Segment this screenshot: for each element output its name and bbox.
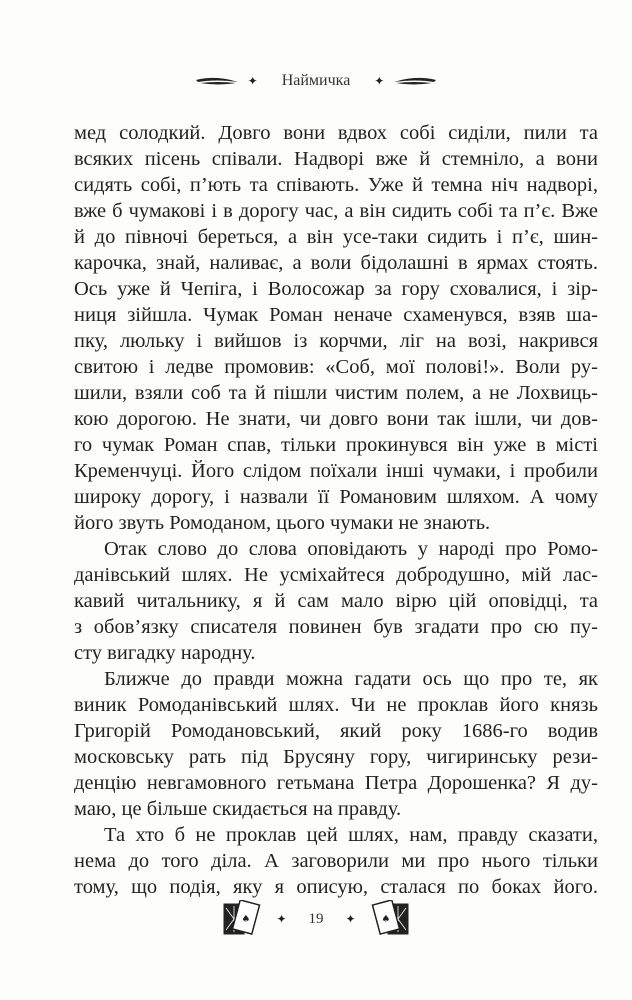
text-line: сту вигадку народну. (74, 642, 256, 664)
text-line: маю, це більше скидається на правду. (74, 798, 402, 820)
svg-text:♠: ♠ (381, 914, 391, 925)
text-line: кою дорогою. Не знати, чи довго вони так ішли, чи дов- (74, 408, 598, 430)
text-line: пку, люльку і вийшов із корчми, ліг на возі, накрився (74, 330, 598, 352)
text-line: московську рать під Брусяну гору, чигиринську рези- (74, 746, 598, 768)
text-line: виник Ромоданівський шлях. Чи не проклав його князь (74, 694, 598, 716)
text-line: Кременчуці. Його слідом поїхали інші чумаки, і пробили (74, 460, 598, 482)
svg-text:♠: ♠ (241, 914, 251, 925)
star-ornament-icon: ✦ (276, 912, 287, 926)
text-line: нема до того діла. А заговорили ми про нього тільки (74, 850, 598, 872)
star-ornament-icon: ✦ (247, 74, 258, 88)
text-line: шили, взяли соб та й пішли чистим полем, а не Лохвиць- (74, 382, 598, 404)
page-number: 19 (308, 910, 324, 927)
text-line: вже б чумакові і в дорогу час, а він сидить собі та п’є. Вже (74, 200, 598, 222)
text-line: Ось уже й Чепіга, і Волосожар за гору сховалися, і зір- (74, 278, 598, 300)
leaf-ornament-icon (196, 76, 238, 86)
playing-cards-left-icon (222, 900, 262, 938)
page-footer (0, 900, 632, 938)
running-title: Наймичка (281, 72, 351, 89)
text-line: свитою і ледве промовив: «Соб, мої полові!». Воли ру- (74, 356, 598, 378)
text-line: тому, що подія, яку я описую, сталася по боках його. (74, 876, 598, 898)
star-ornament-icon: ✦ (345, 912, 356, 926)
text-line: ниця зійшла. Чумак Роман неначе схаменувся, взяв ша- (74, 304, 598, 326)
text-line: денцію невгамовного гетьмана Петра Дорошенка? Я ду- (74, 772, 598, 794)
text-line: Ближче до правди можна гадати ось що про те, як (104, 668, 598, 690)
text-line: сидять собі, п’ють та співають. Уже й темна ніч надворі, (74, 174, 598, 196)
text-line: Григорій Ромодановський, який року 1686-го водив (74, 720, 598, 742)
playing-cards-right-icon (370, 900, 410, 938)
text-line: всяких пісень співали. Надворі вже й стемніло, а вони (74, 148, 598, 170)
text-line: карочка, знай, наливає, а воли бідолашні в ярмах стоять. (74, 252, 598, 274)
running-header (0, 72, 632, 90)
text-line: широку дорогу, і назвали її Романовим шляхом. А чому (74, 486, 598, 508)
text-line: Та хто б не проклав цей шлях, нам, правду сказати, (104, 824, 598, 846)
text-line: кавий читальнику, я й сам мало вірю цій оповідці, та (74, 590, 598, 612)
text-line: й до півночі береться, а він усе-таки сидить і п’є, шин- (74, 226, 598, 248)
text-line: го чумак Роман спав, тільки прокинувся він уже в місті (74, 434, 598, 456)
text-line: з обов’язку списателя повинен був згадати про сю пу- (74, 616, 598, 638)
star-ornament-icon: ✦ (374, 74, 385, 88)
leaf-ornament-icon (394, 76, 436, 86)
text-line: данівський шлях. Не усміхайтеся добродушно, мій лас- (74, 564, 598, 586)
body-text (74, 120, 598, 900)
text-line: Отак слово до слова оповідають у народі про Ромо- (104, 538, 598, 560)
text-line: його звуть Ромоданом, цього чумаки не знають. (74, 512, 491, 534)
text-line: мед солодкий. Довго вони вдвох собі сиділи, пили та (74, 122, 598, 144)
